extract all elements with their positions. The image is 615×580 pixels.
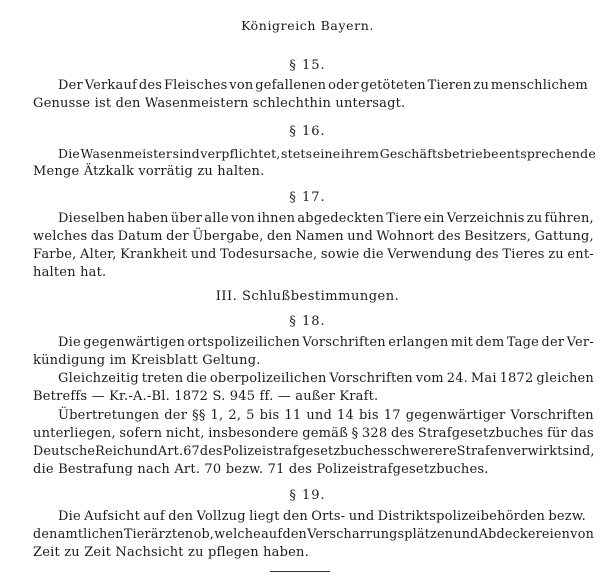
word: bis xyxy=(259,408,280,423)
word: bezw. xyxy=(548,509,586,524)
word: der xyxy=(166,229,189,244)
paragraph-line xyxy=(58,408,594,424)
word: haben xyxy=(127,211,169,226)
word: zu xyxy=(548,247,564,262)
word: abgedeckten xyxy=(297,211,385,226)
word: Alter, xyxy=(80,247,117,262)
word: über xyxy=(170,211,203,226)
word: verpflichtet, xyxy=(200,146,281,161)
word: welches xyxy=(33,229,88,244)
word: Gleichzeitig xyxy=(58,371,139,386)
word: entsprechende xyxy=(499,146,596,161)
word: Der xyxy=(58,78,83,93)
word: ein xyxy=(423,211,445,226)
paragraph-line xyxy=(58,335,594,351)
word: ortspolizeilichen xyxy=(187,335,301,350)
word: Verscharrungsplätzen xyxy=(307,527,454,542)
word: Abdeckereien xyxy=(478,527,571,542)
paragraph-line xyxy=(33,247,594,263)
section-heading-16: § 16. xyxy=(289,124,326,139)
word: welche xyxy=(214,527,261,542)
paragraph-line xyxy=(58,509,586,525)
word: den xyxy=(282,527,307,542)
word: Mai xyxy=(470,371,497,386)
paragraph-line xyxy=(33,444,594,460)
word: oder xyxy=(328,78,359,93)
word: alle xyxy=(204,211,229,226)
word: unterliegen, xyxy=(33,426,116,441)
word: getöteten xyxy=(360,78,426,93)
word: §§ xyxy=(192,408,206,423)
word: gleichen xyxy=(536,371,594,386)
word: Krankheit xyxy=(120,247,188,262)
word: des xyxy=(138,78,163,93)
word: und xyxy=(347,229,373,244)
running-header: Königreich Bayern. xyxy=(241,18,374,33)
chapter-heading: III. Schlußbestimmungen. xyxy=(215,289,400,304)
paragraph-line: Menge Ätzkalk vorrätig zu halten. xyxy=(33,164,265,179)
word: gemäß xyxy=(302,426,348,441)
word: auf xyxy=(143,509,165,524)
word: Tage xyxy=(506,335,540,350)
word: 5 xyxy=(246,408,255,423)
word: und xyxy=(190,247,217,262)
word: des xyxy=(199,444,223,459)
word: Die xyxy=(58,335,81,350)
word: Übergabe, xyxy=(192,229,264,244)
word: erlangen xyxy=(388,335,449,350)
word: 2, xyxy=(228,408,242,423)
word: Namen xyxy=(295,229,344,244)
word: 67 xyxy=(183,444,200,459)
word: Verzeichnis xyxy=(446,211,525,226)
word: des xyxy=(475,247,499,262)
word: sofern xyxy=(119,426,163,441)
word: Verkauf xyxy=(84,78,138,93)
word: Die xyxy=(58,509,81,524)
word: führen, xyxy=(544,211,594,226)
paragraph-line xyxy=(33,426,594,442)
word: Geschäftsbetriebe xyxy=(379,146,499,161)
word: Fleisches xyxy=(163,78,228,93)
word: Farbe, xyxy=(33,247,77,262)
paragraph-line: die Bestrafung nach Art. 70 bezw. 71 des Polizeistrafgesetzbuches. xyxy=(33,462,489,477)
word: sind, xyxy=(562,444,595,459)
word: mit xyxy=(450,335,474,350)
word: verwirkt xyxy=(506,444,563,459)
word: des xyxy=(437,229,461,244)
word: Tieren xyxy=(427,78,472,93)
word: Art. xyxy=(157,444,184,459)
word: Wohnort xyxy=(376,229,435,244)
word: vom xyxy=(415,371,444,386)
word: das xyxy=(570,426,594,441)
word: und xyxy=(306,408,333,423)
word: Todesursache, xyxy=(220,247,318,262)
word: gefallenen xyxy=(255,78,327,93)
word: sind xyxy=(172,146,200,161)
word: der xyxy=(541,335,565,350)
word: Tiere xyxy=(386,211,422,226)
word: eine xyxy=(312,146,341,161)
word: Die xyxy=(58,146,81,161)
word: Ver- xyxy=(566,335,594,350)
word: Verwendung xyxy=(387,247,472,262)
word: § xyxy=(351,426,359,441)
word: insbesondere xyxy=(208,426,299,441)
word: Übertretungen xyxy=(58,408,160,423)
word: ob, xyxy=(193,527,215,542)
word: ent- xyxy=(567,247,594,262)
word: den xyxy=(168,509,194,524)
word: bis xyxy=(358,408,379,423)
word: 11 xyxy=(284,408,302,423)
word: menschlichem xyxy=(490,78,588,93)
word: sowie xyxy=(320,247,360,262)
word: Deutsche xyxy=(33,444,96,459)
section-heading-19: § 19. xyxy=(289,488,326,503)
paragraph-line: halten hat. xyxy=(33,265,107,280)
paragraph-line xyxy=(33,229,594,245)
word: gegenwärtiger xyxy=(405,408,506,423)
word: den xyxy=(266,229,292,244)
word: Wasenmeister xyxy=(80,146,173,161)
word: oberpolizeilichen xyxy=(209,371,327,386)
word: von xyxy=(230,211,256,226)
word: 17 xyxy=(383,408,401,423)
paragraph-line xyxy=(33,527,594,543)
word: 1872 xyxy=(499,371,534,386)
paragraph-line: Zeit zu Zeit Nachsicht zu pflegen haben. xyxy=(33,545,309,560)
word: Vorschriften xyxy=(329,371,413,386)
word: des xyxy=(390,426,415,441)
word: ihnen xyxy=(257,211,296,226)
word: und xyxy=(348,509,375,524)
word: Vorschriften xyxy=(510,408,594,423)
word: für xyxy=(546,426,567,441)
word: die xyxy=(362,247,384,262)
word: liegt xyxy=(249,509,280,524)
word: die xyxy=(186,371,208,386)
word: zu xyxy=(473,78,490,93)
word: 1, xyxy=(210,408,224,423)
word: Tierärzten xyxy=(123,527,194,542)
paragraph-line xyxy=(58,211,594,227)
word: Aufsicht xyxy=(84,509,141,524)
word: und xyxy=(453,527,479,542)
paragraph-line xyxy=(58,78,588,94)
word: gegenwärtigen xyxy=(83,335,186,350)
word: 328 xyxy=(361,426,388,441)
word: stets xyxy=(280,146,313,161)
word: Distriktspolizeibehörden xyxy=(377,509,546,524)
word: Reich xyxy=(95,444,133,459)
paragraph-line: Betreffs — Kr.-A.-Bl. 1872 S. 945 ff. — außer Kraft. xyxy=(33,389,379,404)
word: 24. xyxy=(446,371,468,386)
section-heading-17: § 17. xyxy=(289,190,326,205)
word: amtlichen xyxy=(57,527,124,542)
paragraph-line xyxy=(58,146,596,162)
paragraph-line: kündigung im Kreisblatt Geltung. xyxy=(33,353,261,368)
word: Orts- xyxy=(311,509,346,524)
word: schwerere xyxy=(387,444,457,459)
paragraph-line xyxy=(58,371,594,387)
word: auf xyxy=(261,527,283,542)
word: Vorschriften xyxy=(302,335,386,350)
word: und xyxy=(132,444,158,459)
word: den xyxy=(33,527,58,542)
word: der xyxy=(164,408,188,423)
word: Vollzug xyxy=(196,509,246,524)
word: Besitzers, xyxy=(464,229,532,244)
word: Polizeistrafgesetzbuches xyxy=(222,444,388,459)
paragraph-line: Genusse ist den Wasenmeistern schlechthin untersagt. xyxy=(33,96,406,111)
word: dem xyxy=(475,335,505,350)
word: das xyxy=(90,229,115,244)
closing-rule xyxy=(270,571,330,572)
section-heading-15: § 15. xyxy=(289,58,326,73)
word: Dieselben xyxy=(58,211,125,226)
word: von xyxy=(570,527,594,542)
section-heading-18: § 18. xyxy=(289,314,326,329)
word: zu xyxy=(526,211,543,226)
word: Gattung, xyxy=(534,229,594,244)
word: nicht, xyxy=(165,426,205,441)
word: ihrem xyxy=(340,146,380,161)
word: den xyxy=(282,509,308,524)
word: Datum xyxy=(117,229,163,244)
word: von xyxy=(229,78,254,93)
word: Tieres xyxy=(502,247,545,262)
word: treten xyxy=(141,371,184,386)
word: Strafen xyxy=(456,444,507,459)
word: Strafgesetzbuches xyxy=(417,426,544,441)
word: 14 xyxy=(337,408,354,423)
